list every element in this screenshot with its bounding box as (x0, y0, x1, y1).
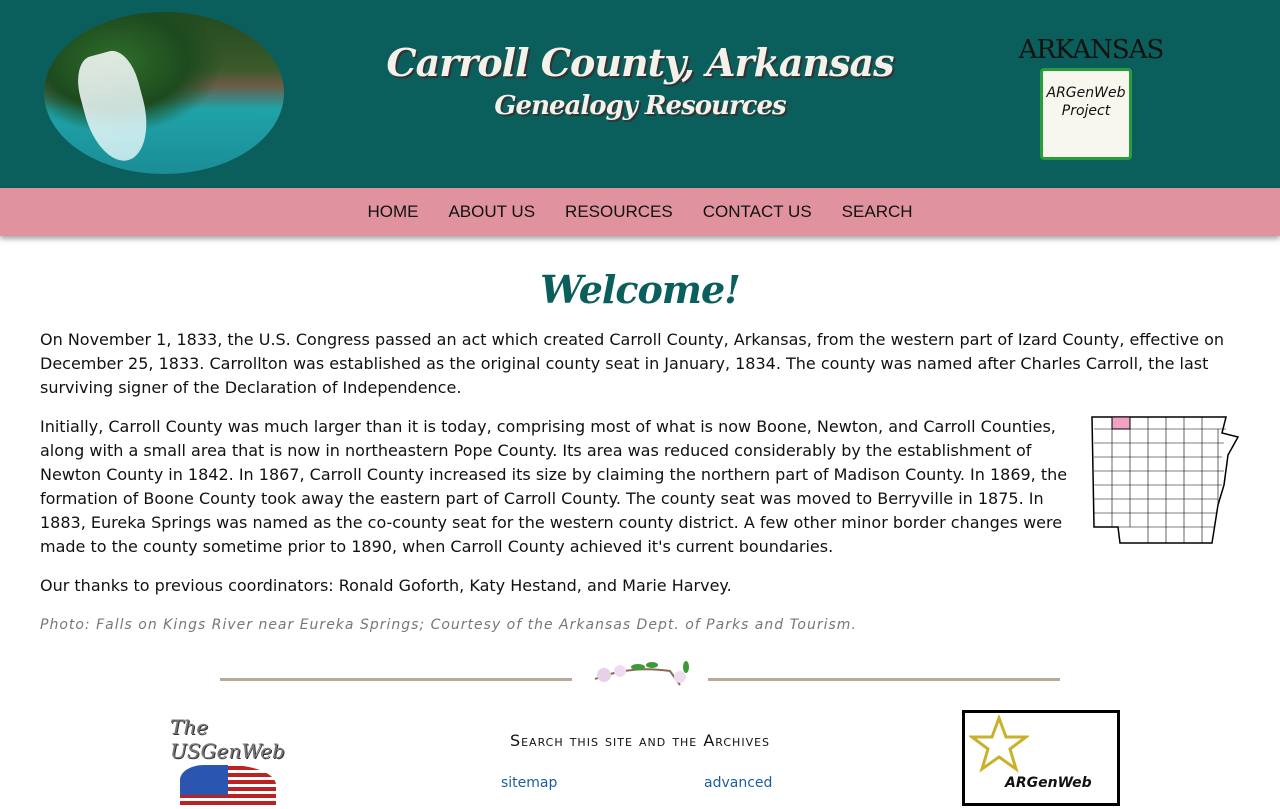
nav-contact-us[interactable]: CONTACT US (702, 202, 812, 221)
photo-credit: Photo: Falls on Kings River near Eureka Springs; Courtesy of the Arkansas Dept. of Parks and Tourism. (40, 617, 857, 633)
site-header (0, 0, 1280, 188)
logo-sub: ARGenWeb Project (1046, 85, 1126, 119)
argenweb-logo[interactable] (962, 710, 1120, 806)
nav-home[interactable]: HOME (367, 202, 419, 221)
nav-about-us[interactable]: ABOUT US (448, 202, 536, 221)
search-heading: Search this site and the Archives (509, 731, 771, 750)
site-subtitle: Genealogy Resources (494, 91, 786, 121)
nav-search[interactable]: SEARCH (841, 202, 913, 221)
footer (0, 709, 1280, 809)
main-content (0, 328, 1280, 637)
star-icon (969, 715, 1029, 775)
page-heading: Welcome! (540, 267, 740, 312)
sitemap-link[interactable]: sitemap (501, 775, 558, 791)
usgenweb-text: The USGenWeb (170, 715, 285, 763)
usgenweb-logo[interactable] (170, 715, 290, 805)
dogwood-flower-icon (590, 657, 690, 687)
arkansas-argenweb-logo[interactable] (1016, 36, 1166, 160)
site-title-text: Carroll County, Arkansas (386, 40, 894, 85)
intro-paragraph: On November 1, 1833, the U.S. Congress passed an act which created Carroll County, Arkansas, from the western part of Izard County, effective on December 25, 1833. Carrollton was established as the original county seat in January, 1834. The county was named after Charles Carroll, the last surviving signer of the Declaration of Independence. (40, 330, 1225, 397)
history-paragraph: Initially, Carroll County was much larger than it is today, comprising most of what is now Boone, Newton, and Carroll Counties, along with a small area that is now in northeastern Pope County. Its area was reduced considerably by the establishment of Newton County in 1842. In 1867, Carroll County increased its size by claiming the northern part of Madison County. In 1869, the formation of Boone County took away the eastern part of Carroll County. The county seat was moved to Berryville in 1875. In 1883, Eureka Springs was named as the co-county seat for the western county district. A few other minor border changes were made to the county sometime prior to 1890, when Carroll County achieved it's current boundaries. (40, 417, 1068, 556)
main-nav (0, 188, 1280, 236)
advanced-search-link[interactable]: advanced (704, 775, 773, 791)
logo-word: ARKANSAS (1018, 35, 1164, 65)
nav-resources[interactable]: RESOURCES (565, 202, 673, 221)
thanks-paragraph: Our thanks to previous coordinators: Ronald Goforth, Katy Hestand, and Marie Harvey. (40, 576, 732, 595)
arkansas-county-map (1090, 415, 1240, 545)
flower-divider (220, 657, 1060, 691)
argenweb-text: ARGenWeb (1005, 775, 1092, 791)
